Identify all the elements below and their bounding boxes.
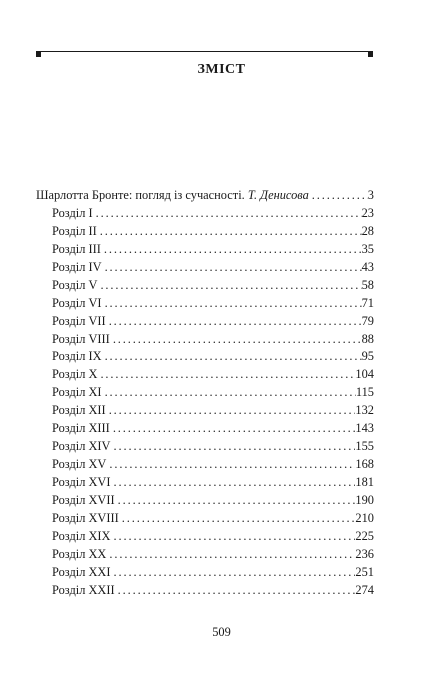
toc-entry-page: 104 (355, 367, 374, 382)
toc-leader-dots (110, 331, 362, 349)
toc-entry-page: 236 (355, 546, 374, 561)
toc-leader-dots (102, 259, 362, 277)
toc-entry-label: Розділ I (52, 205, 93, 220)
toc-leader-dots (111, 528, 356, 546)
toc-entry-page: 168 (355, 457, 374, 472)
toc-entry-page: 95 (361, 349, 374, 364)
toc-leader-dots (102, 384, 356, 402)
toc-entry-page: 132 (355, 403, 374, 418)
toc-entry-page: 35 (361, 241, 374, 256)
toc-entry-chapter[interactable] (36, 528, 374, 546)
toc-entry-chapter[interactable] (36, 420, 374, 438)
toc-entry-page: 143 (355, 421, 374, 436)
toc-leader-dots (102, 295, 362, 313)
toc-entry-page: 71 (361, 295, 374, 310)
toc-entry-page: 225 (355, 528, 374, 543)
toc-entry-label: Розділ XXII (52, 582, 115, 597)
toc-leader-dots (101, 241, 362, 259)
toc-entry-label: Розділ XII (52, 403, 106, 418)
toc-entry-label: Розділ XVI (52, 475, 111, 489)
toc-entry-label: Розділ VII (52, 313, 106, 328)
page-title: ЗМІСТ (197, 62, 246, 77)
toc-entry-page: 3 (367, 188, 374, 202)
toc-entry-chapter[interactable] (36, 456, 374, 474)
toc-leader-dots (97, 277, 361, 295)
toc-entry-chapter[interactable] (36, 348, 374, 366)
toc-chapter-list (36, 205, 374, 600)
toc-entry-chapter[interactable] (36, 564, 374, 582)
toc-entry-page: 23 (361, 205, 374, 220)
toc-entry-page: 115 (355, 385, 374, 400)
toc-leader-dots (309, 187, 368, 205)
toc-entry-chapter[interactable] (36, 277, 374, 295)
toc-entry-chapter[interactable] (36, 384, 374, 402)
toc-entry-chapter[interactable] (36, 438, 374, 456)
toc-entry-intro[interactable] (36, 187, 374, 205)
toc-leader-dots (93, 205, 362, 223)
toc-entry-chapter[interactable] (36, 331, 374, 349)
toc-entry-label: Розділ XIII (52, 421, 110, 436)
toc-entry-page: 210 (355, 510, 374, 525)
toc-leader-dots (97, 223, 362, 241)
toc-leader-dots (102, 348, 362, 366)
page-number: 509 (212, 625, 231, 639)
toc-leader-dots (110, 420, 356, 438)
toc-entry-chapter[interactable] (36, 241, 374, 259)
toc-entry-page: 251 (355, 564, 374, 579)
toc-entry-chapter[interactable] (36, 313, 374, 331)
toc-entry-label: Розділ XIV (52, 439, 111, 454)
toc-entry-label: Розділ XVII (52, 492, 115, 507)
header-rule-cap-left (36, 52, 41, 57)
toc-entry-label: Розділ XXI (52, 564, 111, 579)
toc-entry-label: Розділ XIX (52, 528, 111, 543)
toc-entry-page: 28 (361, 223, 374, 238)
toc-entry-label: Розділ IV (52, 259, 102, 274)
toc-leader-dots (106, 546, 355, 564)
table-of-contents (36, 187, 374, 600)
toc-entry-chapter[interactable] (36, 205, 374, 223)
toc-entry-page: 43 (361, 259, 374, 274)
toc-entry-page: 88 (361, 331, 374, 346)
toc-entry-label: Розділ III (52, 241, 101, 256)
toc-entry-label: Розділ X (52, 367, 98, 382)
toc-entry-label: Розділ V (52, 277, 98, 292)
toc-leader-dots (119, 510, 356, 528)
toc-entry-label: Розділ XX (52, 546, 107, 561)
header-rule (36, 51, 373, 52)
toc-intro-title: Шарлотта Бронте: погляд із сучасності. (36, 188, 245, 202)
toc-entry-label (36, 187, 309, 205)
toc-leader-dots (111, 438, 356, 456)
toc-entry-page: 181 (355, 475, 374, 489)
toc-entry-chapter[interactable] (36, 474, 374, 492)
toc-entry-chapter[interactable] (36, 510, 374, 528)
toc-entry-chapter[interactable] (36, 259, 374, 277)
toc-leader-dots (111, 564, 356, 582)
toc-entry-page: 155 (355, 439, 374, 454)
toc-leader-dots (115, 492, 356, 510)
toc-entry-label: Розділ IX (52, 349, 102, 364)
toc-entry-label: Розділ VI (52, 295, 102, 310)
toc-entry-page: 274 (355, 582, 374, 597)
toc-entry-chapter[interactable] (36, 582, 374, 600)
toc-leader-dots (97, 366, 355, 384)
toc-intro-author: Т. Денисова (247, 188, 309, 202)
toc-leader-dots (106, 402, 356, 420)
toc-entry-page: 58 (361, 277, 374, 292)
toc-entry-page: 190 (355, 492, 374, 507)
toc-entry-label: Розділ XVIII (52, 510, 119, 525)
toc-leader-dots (106, 456, 355, 474)
toc-leader-dots (111, 474, 356, 492)
toc-leader-dots (115, 582, 356, 600)
toc-entry-page: 79 (361, 313, 374, 328)
toc-leader-dots (106, 313, 362, 331)
toc-entry-chapter[interactable] (36, 546, 374, 564)
toc-entry-chapter[interactable] (36, 402, 374, 420)
toc-entry-label: Розділ II (52, 223, 97, 238)
toc-entry-chapter[interactable] (36, 223, 374, 241)
toc-entry-chapter[interactable] (36, 492, 374, 510)
toc-entry-label: Розділ XV (52, 457, 107, 472)
header-rule-cap-right (368, 52, 373, 57)
toc-entry-chapter[interactable] (36, 366, 374, 384)
toc-entry-label: Розділ XI (52, 385, 102, 400)
toc-entry-label: Розділ VIII (52, 331, 110, 346)
toc-entry-chapter[interactable] (36, 295, 374, 313)
